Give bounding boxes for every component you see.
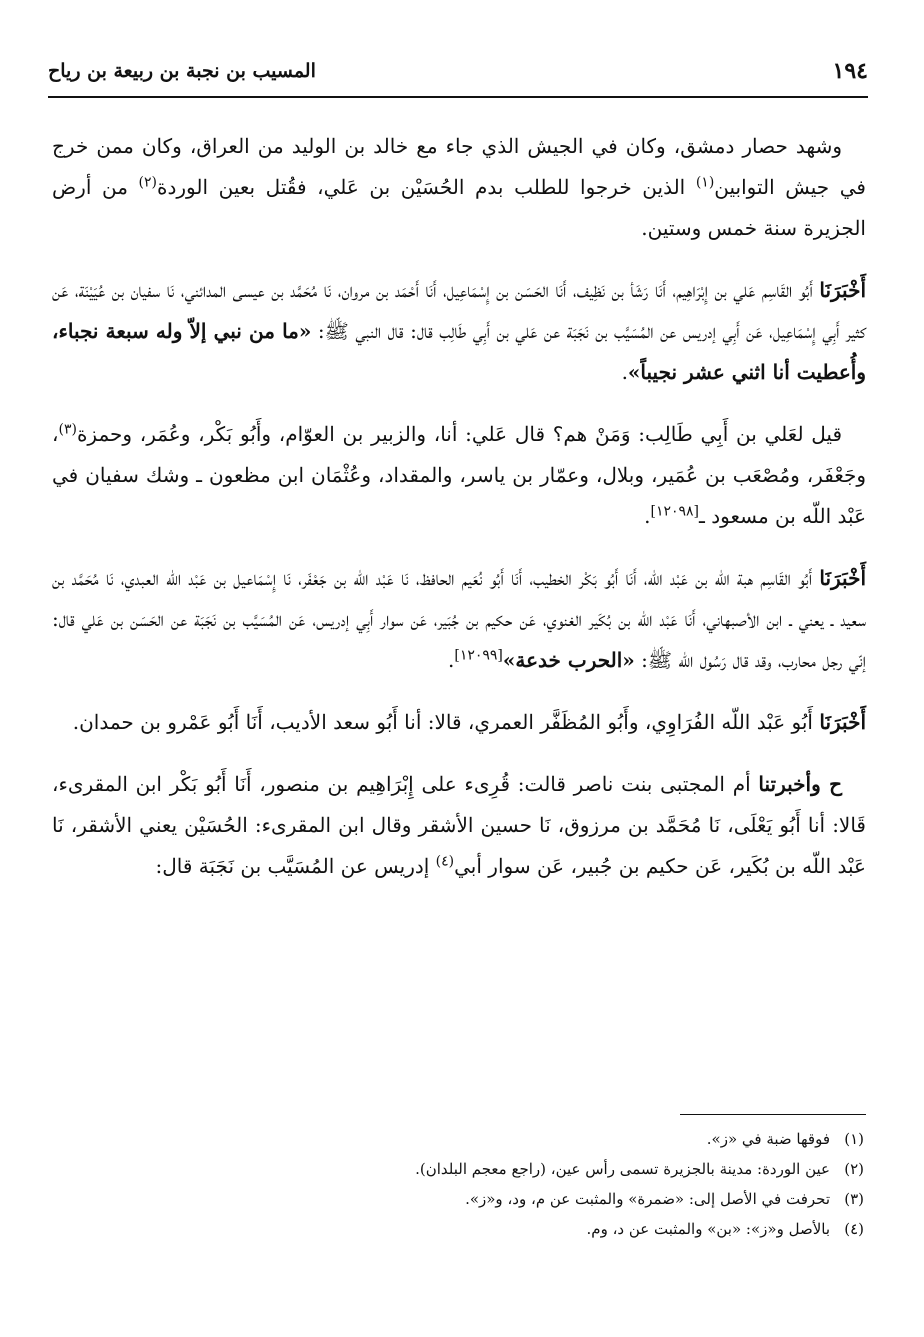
footnote-text: بالأصل و«ز»: «بن» والمثبت عن د، وم. xyxy=(586,1220,830,1238)
footnote-1 xyxy=(60,1124,864,1154)
footnote-ref-2: (٢) xyxy=(138,174,157,191)
footnotes xyxy=(60,1124,864,1244)
footnote-text: فوقها ضبة في «ز». xyxy=(706,1130,830,1148)
hadith-quote: «الحرب خدعة» xyxy=(502,648,635,672)
hadith-ref-number: [١٢٠٩٨] xyxy=(650,503,700,520)
footnote-text: عين الوردة: مدينة بالجزيرة تسمى رأس عين، (راجع معجم البلدان). xyxy=(415,1160,830,1178)
footnote-4 xyxy=(60,1214,864,1244)
footnote-number: (١) xyxy=(844,1130,864,1148)
footnote-rule xyxy=(680,1114,866,1115)
narration-lead: أَخْبَرَنَا xyxy=(819,278,866,302)
footnote-number: (٢) xyxy=(844,1160,864,1178)
page-number: ١٩٤ xyxy=(832,58,868,84)
narration-lead: ح وأخبرتنا xyxy=(758,772,842,796)
paragraph-6: ح وأخبرتنا أم المجتبى بنت ناصر قالت: قُرِىء على إِبْرَاهِيم بن منصور، أَنَا أَبُو بَكْر ابن المقرىء، قَالا: أنا أَبُو يَعْلَى، نَا مُحَمَّد بن مرزوق، نَا حسين الأشقر وقال ابن المقرىء: الحُسَيْن يعني الأشقر، نَا عَبْد اللّه بن بُكَير، عَن حكيم بن جُبير، عَن سوار أبي$^{(٤)}$ إدريس عن المُسَيَّب بن نَجَبَة قال: xyxy=(52,772,866,878)
narration-lead: أَخْبَرَنَا xyxy=(819,566,866,590)
paragraph-1: وشهد حصار دمشق، وكان في الجيش الذي جاء مع خالد بن الوليد من العراق، وكان ممن خرج في جيش التوابين$^{(١)}$ الذين خرجوا للطلب بدم الحُسَيْن بن عَلي، فقُتل بعين الوردة$^{(٢)}$ من أرض الجزيرة سنة خمس وستين. xyxy=(52,134,866,240)
footnote-ref-1: (١) xyxy=(695,174,715,191)
header-rule xyxy=(48,96,868,98)
footnote-text: تحرفت في الأصل إلى: «ضمرة» والمثبت عن م، ود، و«ز». xyxy=(465,1190,830,1208)
footnote-2 xyxy=(60,1154,864,1184)
footnote-ref-4: (٤) xyxy=(435,853,455,870)
paragraph-4: أَخْبَرَنَا أَبُو القَاسِم هبة اللّه بن عَبْد اللّه، أَنَا أَبُو بَكْر الخطيب، أَنَا أَبُو نُعَيم الحافظ، نَا عَبْد اللّه بن جَعْفَر، نَا إِسْمَاعيل بن عَبْد اللّه العبدي، نَا مُحَمَّد بن سعيد ـ يعني ـ ابن الأصبهاني، أَنَا عَبْد اللّه بن بُكَير الغنوي، عَن حكيم بن جُبَير، عَن سوار أَبِي إدريس، عَن المُسَيَّب بن نَجَبَة عن الحَسَن بن عَلي قال: إنّي رجل محارب، وقد قال رَسُول اللّه ﷺ: «الحرب خدعة»[١٢٠٩٩]. xyxy=(52,566,866,672)
hadith-quote: «ما من نبي إلاّ وله سبعة نجباء، وأُعطيت أنا اثني عشر نجيباً» xyxy=(52,319,866,384)
footnote-number: (٣) xyxy=(844,1190,864,1208)
paragraph-5: أَخْبَرَنَا أَبُو عَبْد اللّه الفُرَاوِي، وأَبُو المُظَفَّر العمري، قالا: أنا أَبُو سعد الأديب، أَنَا أَبُو عَمْرو بن حمدان. xyxy=(72,710,866,734)
hadith-ref-number: [١٢٠٩٩] xyxy=(454,647,503,664)
page-header xyxy=(48,52,868,92)
paragraph-3: قيل لعَلي بن أَبِي طَالِب: وَمَنْ هم؟ قال عَلي: أنا، والزبير بن العوّام، وأَبُو بَكْر، وعُمَر، وحمزة$^{(٣)}$، وجَعْفَر، ومُصْعَب بن عُمَير، وبلال، وعمّار بن ياسر، والمقداد، وعُثْمَان ابن مظعون ـ وشك سفيان في عَبْد اللّه بن مسعود ـ[١٢٠٩٨]. xyxy=(52,421,866,528)
running-title: المسيب بن نجبة بن ربيعة بن رياح xyxy=(48,60,316,82)
paragraph-2: أَخْبَرَنَا أَبُو القَاسِم عَلي بن إِبْرَاهِيم، أَنَا رَشَأ بن نَظِيف، أَنَا الحَسَن بن إِسْمَاعِيل، أَنَا أَحْمَد بن مروان، نَا مُحَمَّد بن عيسى المدائني، نَا سفيان بن عُيَيْنَة، عَن كثير أَبِي إِسْمَاعِيل، عَن أَبِي إدريس عن المُسَيَّب بن نَجَبَة عن عَلي بن أَبِي طَالِب قال: قال النبي ﷺ: «ما من نبي إلاّ وله سبعة نجباء، وأُعطيت أنا اثني عشر نجيباً». xyxy=(52,278,866,384)
footnote-number: (٤) xyxy=(844,1220,864,1238)
main-text xyxy=(52,126,866,908)
narration-lead: أَخْبَرَنَا xyxy=(819,710,866,734)
footnote-3 xyxy=(60,1184,864,1214)
footnote-ref-3: (٣) xyxy=(58,421,77,438)
